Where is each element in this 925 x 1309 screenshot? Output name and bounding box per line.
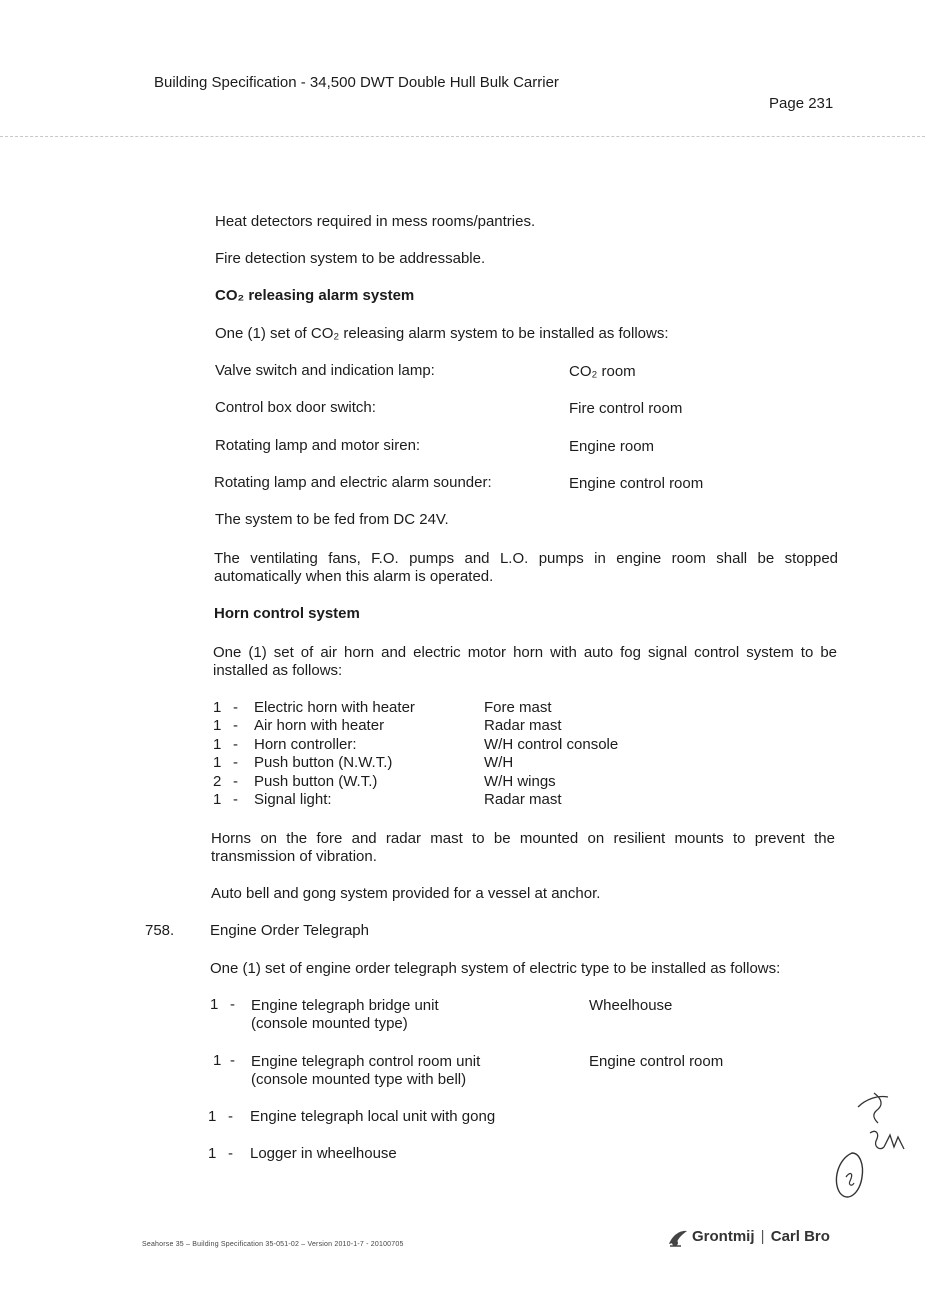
horn-item: Air horn with heater (254, 717, 385, 734)
paragraph-fire-detection: Fire detection system to be addressable. (215, 250, 486, 267)
eot-item-line1: Engine telegraph local unit with gong (250, 1108, 496, 1125)
horn-dash: - (233, 717, 238, 734)
eot-item-line2: (console mounted type with bell) (251, 1071, 467, 1088)
horn-dash: - (233, 791, 238, 808)
eot-qty: 1 (213, 1052, 222, 1069)
eot-item-line1: Engine telegraph bridge unit (251, 997, 439, 1014)
horn-location: Radar mast (484, 717, 562, 734)
co2-item: Rotating lamp and electric alarm sounder: (214, 474, 492, 491)
co2-location: Fire control room (569, 400, 683, 417)
horn-qty: 1 (213, 699, 222, 716)
eot-item-line1: Engine telegraph control room unit (251, 1053, 481, 1070)
horn-heading: Horn control system (214, 605, 360, 622)
document-title: Building Specification - 34,500 DWT Double Hull Bulk Carrier (154, 74, 559, 91)
horn-item: Push button (W.T.) (254, 773, 378, 790)
horn-qty: 2 (213, 773, 222, 790)
logo-grontmij: Grontmij (692, 1228, 755, 1245)
horn-item: Electric horn with heater (254, 699, 415, 716)
eot-location: Engine control room (589, 1053, 724, 1070)
horn-qty: 1 (213, 754, 222, 771)
horn-location: W/H control console (484, 736, 619, 753)
horn-location: Fore mast (484, 699, 552, 716)
co2-item: Rotating lamp and motor siren: (215, 437, 421, 454)
eot-qty: 1 (208, 1108, 217, 1125)
eot-intro: One (1) set of engine order telegraph system of electric type to be installed as follows: (210, 960, 781, 977)
co2-feed: The system to be fed from DC 24V. (215, 511, 449, 528)
co2-heading: CO₂ releasing alarm system (215, 287, 415, 304)
horn-qty: 1 (213, 791, 222, 808)
eot-dash: - (230, 1052, 235, 1069)
eot-qty: 1 (210, 996, 219, 1013)
eot-item-line2: (console mounted type) (251, 1015, 408, 1032)
logo-separator: | (760, 1228, 765, 1245)
eot-dash: - (230, 996, 235, 1013)
company-logo (692, 1228, 830, 1246)
co2-location: CO₂ room (569, 363, 636, 380)
horn-location: W/H (484, 754, 514, 771)
eot-dash: - (228, 1108, 233, 1125)
horn-dash: - (233, 699, 238, 716)
header-separator (0, 136, 925, 137)
horn-intro: One (1) set of air horn and electric motor horn with auto fog signal control system to be installed as follows: (213, 644, 837, 679)
co2-item: Control box door switch: (215, 399, 376, 416)
eot-dash: - (228, 1145, 233, 1162)
horn-location: Radar mast (484, 791, 562, 808)
horn-mount-paragraph: Horns on the fore and radar mast to be mounted on resilient mounts to prevent the transmission of vibration. (211, 830, 835, 865)
co2-location: Engine room (569, 438, 655, 455)
handwritten-initials-signature (830, 1085, 910, 1205)
horn-item: Push button (N.W.T.) (254, 754, 393, 771)
eot-item-line1: Logger in wheelhouse (250, 1145, 397, 1162)
logo-carl-bro: Carl Bro (770, 1228, 830, 1245)
horn-item: Horn controller: (254, 736, 357, 753)
horn-dash: - (233, 773, 238, 790)
section-number: 758. (145, 922, 175, 939)
horn-dash: - (233, 754, 238, 771)
horn-qty: 1 (213, 736, 222, 753)
horn-qty: 1 (213, 717, 222, 734)
co2-location: Engine control room (569, 475, 704, 492)
footer-document-reference: Seahorse 35 – Building Specification 35-051-02 – Version 2010-1-7 - 20100705 (142, 1241, 404, 1248)
horn-dash: - (233, 736, 238, 753)
grontmij-logo-icon (667, 1228, 689, 1248)
page-number: Page 231 (769, 95, 834, 112)
section-title: Engine Order Telegraph (210, 922, 369, 939)
paragraph-heat-detectors: Heat detectors required in mess rooms/pantries. (215, 213, 536, 230)
bell-paragraph: Auto bell and gong system provided for a vessel at anchor. (211, 885, 601, 902)
horn-item: Signal light: (254, 791, 332, 808)
co2-item: Valve switch and indication lamp: (215, 362, 435, 379)
horn-location: W/H wings (484, 773, 556, 790)
co2-intro: One (1) set of CO₂ releasing alarm system to be installed as follows: (215, 325, 669, 342)
eot-location: Wheelhouse (589, 997, 673, 1014)
eot-qty: 1 (208, 1145, 217, 1162)
co2-stop-paragraph: The ventilating fans, F.O. pumps and L.O. pumps in engine room shall be stopped automatically when this alarm is operated. (214, 550, 838, 585)
